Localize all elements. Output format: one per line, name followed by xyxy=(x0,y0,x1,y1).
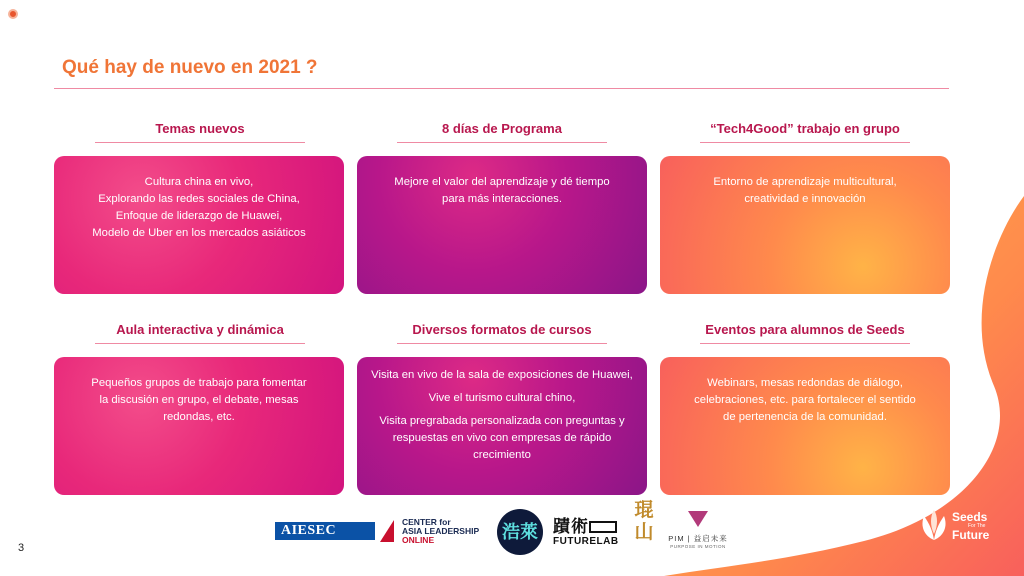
triangle-mark-icon xyxy=(380,520,394,542)
title-divider xyxy=(54,88,949,89)
card-line: creatividad e innovación xyxy=(744,193,866,205)
card-line: Webinars, mesas redondas de diálogo, xyxy=(707,377,903,389)
card-paragraph: Visita pregrabada personalizada con preguntas y respuestas en vivo con empresas de rápido crecimiento xyxy=(379,415,625,461)
slide-title: Qué hay de nuevo en 2021 ? xyxy=(62,57,318,78)
logo-text: FUTURELAB xyxy=(553,536,619,547)
logo-text: 蹟術 xyxy=(553,517,589,536)
card-line: redondas, etc. xyxy=(163,411,235,423)
logo-text: 琨山 xyxy=(634,500,654,543)
card-line: Entorno de aprendizaje multicultural, xyxy=(713,176,897,188)
pim-logo xyxy=(666,511,730,557)
circle-logo: 浩萊 xyxy=(497,509,543,555)
logo-text: ASIA LEADERSHIP xyxy=(402,526,480,536)
card-line: Cultura china en vivo, xyxy=(144,176,254,188)
heading-aula-interactiva: Aula interactiva y dinámica xyxy=(95,322,305,344)
card-line: para más interacciones. xyxy=(442,193,562,205)
card-tech4good xyxy=(660,156,950,294)
heading-tech4good: “Tech4Good” trabajo en grupo xyxy=(700,121,910,143)
logo-text: PURPOSE IN MOTION xyxy=(670,544,726,549)
card-line: Pequeños grupos de trabajo para fomentar xyxy=(91,377,307,389)
logo-text: For The xyxy=(968,523,986,529)
card-line: de pertenencia de la comunidad. xyxy=(723,411,887,423)
card-line: Mejore el valor del aprendizaje y dé tiempo xyxy=(394,176,610,188)
card-8-dias xyxy=(357,156,647,294)
page-number: 3 xyxy=(18,542,25,554)
logo-text: ONLINE xyxy=(402,535,435,545)
logo-text: Seeds xyxy=(952,510,988,524)
card-line: la discusión en grupo, el debate, mesas xyxy=(99,394,299,406)
pim-mark-icon xyxy=(688,511,708,527)
heading-8-dias: 8 días de Programa xyxy=(397,121,607,143)
box-mark-icon xyxy=(589,521,617,533)
card-line: Explorando las redes sociales de China, xyxy=(98,193,300,205)
seeds-for-the-future-logo xyxy=(918,506,998,546)
center-asia-leadership-logo xyxy=(380,518,495,548)
card-paragraph: Visita en vivo de la sala de exposiciones de Huawei, xyxy=(371,369,633,381)
card-eventos-alumnos xyxy=(660,357,950,495)
seeds-leaf-icon xyxy=(918,508,950,542)
card-paragraph: Vive el turismo cultural chino, xyxy=(428,392,576,404)
aiesec-logo: AIESEC xyxy=(275,522,375,540)
card-line: Enfoque de liderazgo de Huawei, xyxy=(115,210,283,222)
card-line: Modelo de Uber en los mercados asiáticos xyxy=(92,227,306,239)
card-temas-nuevos xyxy=(54,156,344,294)
heading-eventos-alumnos: Eventos para alumnos de Seeds xyxy=(700,322,910,344)
recording-indicator-icon xyxy=(8,9,18,19)
heading-diversos-formatos: Diversos formatos de cursos xyxy=(397,322,607,344)
card-line: celebraciones, etc. para fortalecer el sentido xyxy=(694,394,916,406)
logo-text: CENTER for xyxy=(402,517,451,527)
card-aula-interactiva xyxy=(54,357,344,495)
gold-calligraphy-logo xyxy=(633,500,655,562)
logo-text: Future xyxy=(952,528,990,542)
heading-temas-nuevos: Temas nuevos xyxy=(95,121,305,143)
card-diversos-formatos xyxy=(357,357,647,495)
futurelab-logo xyxy=(553,518,623,550)
logo-text: PIM | 益启未来 xyxy=(668,534,728,543)
